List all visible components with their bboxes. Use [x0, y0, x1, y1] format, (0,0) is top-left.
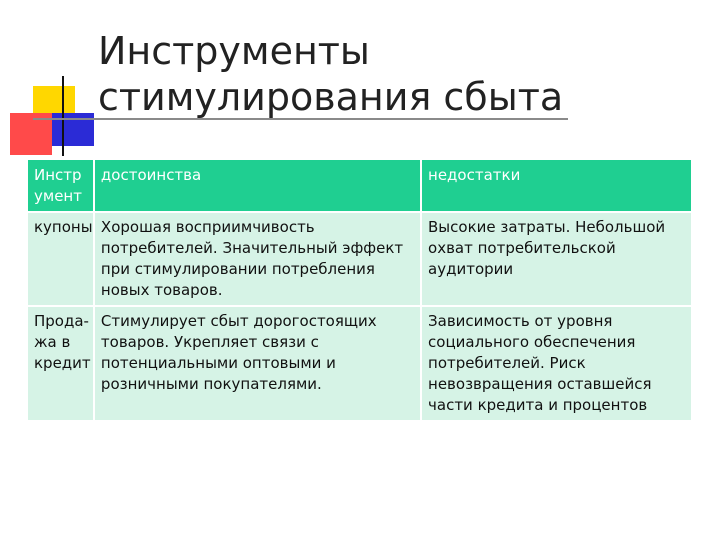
cell-instrument: купоны	[27, 212, 94, 306]
cell-instrument: Прода-жа в кредит	[27, 306, 94, 421]
comparison-table	[26, 158, 693, 422]
cell-disadvantages: Высокие затраты. Небольшой охват потребительской аудитории	[421, 212, 692, 306]
header-instrument: Инстр умент	[27, 159, 94, 212]
slide-title-line-2: стимулирования сбыта	[98, 75, 564, 119]
table-row	[27, 212, 692, 306]
cell-disadvantages: Зависимость от уровня социального обеспечения потребителей. Риск невозвращения оставшейся части кредита и процентов	[421, 306, 692, 421]
slide-title	[98, 28, 563, 120]
slide-title-line-1: Инструменты	[98, 29, 370, 73]
table-row	[27, 306, 692, 421]
cell-advantages: Хорошая восприимчивость потребителей. Значительный эффект при стимулировании потребления новых товаров.	[94, 212, 421, 306]
table-header-row	[27, 159, 692, 212]
decor-vertical-line	[62, 76, 64, 156]
header-advantages: достоинства	[94, 159, 421, 212]
cell-advantages: Стимулирует сбыт дорогостоящих товаров. Укрепляет связи с потенциальными оптовыми и розничными покупателями.	[94, 306, 421, 421]
header-disadvantages: недостатки	[421, 159, 692, 212]
